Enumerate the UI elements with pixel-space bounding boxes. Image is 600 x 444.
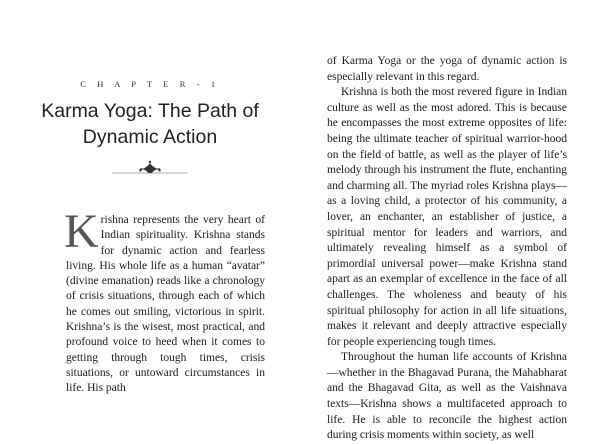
opening-paragraph: rishna represents the very heart of Indian spirituality. Krishna stands for dynamic action and fearless living. His whole life as a human “avatar” (divine emanation) reads like a chronology of crisis situations, through each of which he comes out smiling, victorious in spirit. Krishna’s is the wisest, most practical, and profound voice to heed when it comes to getting through tough times, crisis situations, or untoward circumstances in life. His path — [66, 214, 265, 395]
chapter-title-line-1: Karma Yoga: The Path of — [41, 100, 259, 122]
chapter-title — [20, 98, 280, 150]
chapter-title-line-2: Dynamic Action — [82, 126, 218, 148]
right-page — [300, 0, 600, 442]
fleuron-ornament-icon — [112, 160, 188, 178]
left-page — [0, 0, 300, 432]
right-body-text — [327, 54, 567, 444]
chapter-label: C H A P T E R - 1 — [80, 79, 220, 89]
paragraph-krishna-revered: Krishna is both the most revered figure in Indian culture as well as the most adored. This is because he encompasses the most extreme opposites of life: being the ultimate teacher of spiritual warrior-hood on the field of battle, as well as the player of life’s melody through his instrument the flute, enchanting and charming all. The myriad roles Krishna plays—as a loving child, a protector of his community, a lover, an enchanter, an establisher of justice, a spiritual mentor for leaders and warriors, and ultimately revealing himself as a symbol of primordial universal power—make Krishna stand apart as an exemplar of excellence in the face of all challenges. The wholeness and beauty of his spiritual philosophy for action in all life situations, makes it relevant and deeply attractive especially for people experiencing tough times. — [327, 86, 567, 348]
paragraph-life-accounts: Throughout the human life accounts of Krishna—whether in the Bhagavad Purana, the Mahabharat and the Bhagavad Gita, as well as the Vaishnava texts—Krishna shows a multifaceted approach to life. He is able to reconcile the highest action during crisis moments within society, as well — [327, 351, 567, 442]
left-body-text — [64, 205, 265, 397]
drop-cap: K — [64, 205, 99, 258]
paragraph-continuation: of Karma Yoga or the yoga of dynamic action is especially relevant in this regard. — [327, 55, 567, 83]
